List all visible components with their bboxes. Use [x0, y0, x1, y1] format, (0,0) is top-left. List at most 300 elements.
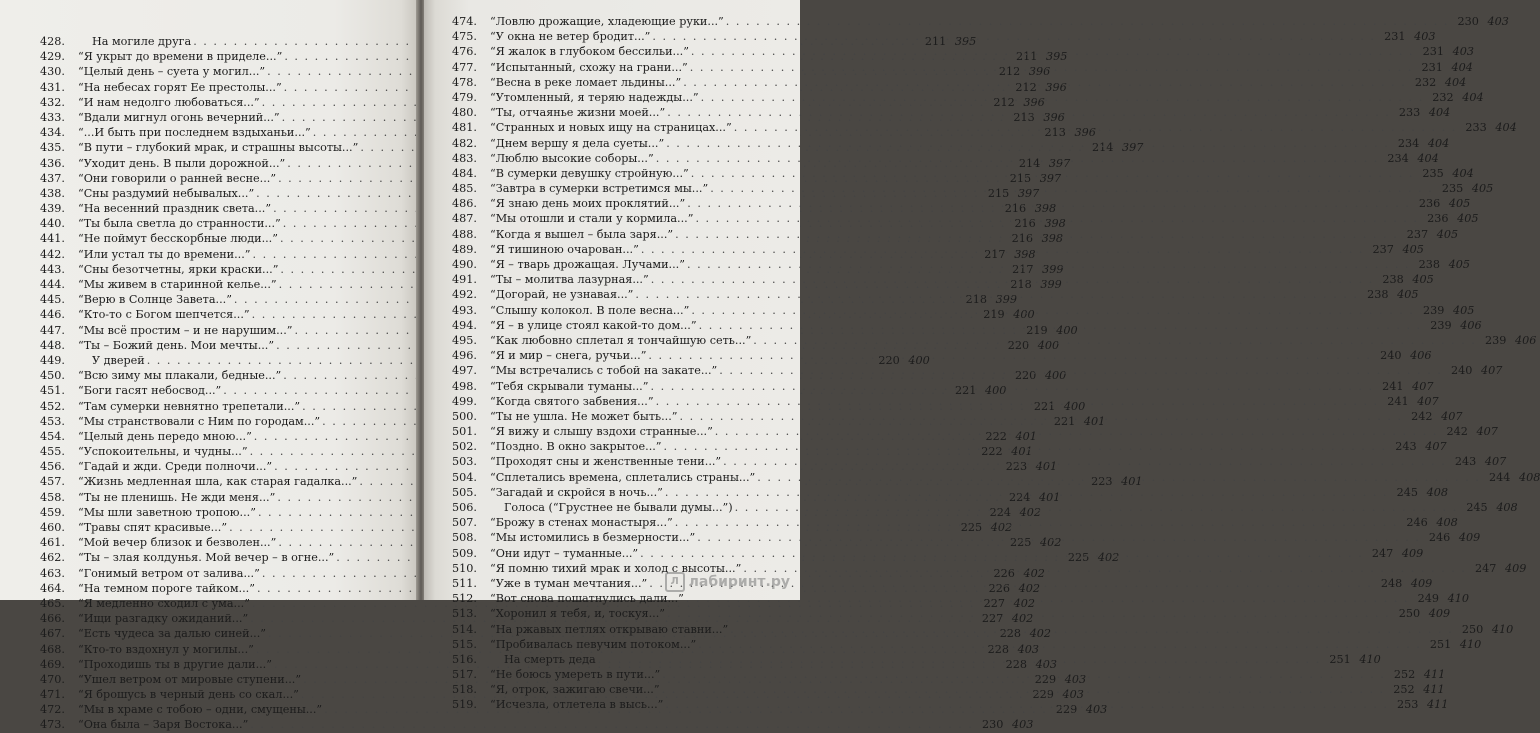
entry-notes-page: 404: [1451, 60, 1473, 74]
entry-title: “Я вижу и слышу вздохи странные...”: [490, 425, 713, 439]
entry-notes-page: 401: [1035, 460, 1058, 474]
entry-title: “Успокоительны, и чудны...”: [78, 445, 248, 459]
entry-number: 432.: [40, 95, 65, 109]
entry-page: 220: [878, 353, 900, 367]
entry-notes-page: 400: [1056, 323, 1078, 337]
entry-page: 237: [1372, 242, 1394, 256]
entry-notes-page: 404: [1462, 90, 1484, 104]
dot-leader: [715, 424, 1438, 439]
entry-page: 245: [1466, 501, 1488, 514]
dot-leader: [734, 120, 1457, 135]
entry-page: 228: [987, 642, 1009, 656]
entry-page: 213: [1044, 126, 1066, 140]
entry-notes-page: 400: [1013, 308, 1035, 322]
entry-title: “Проходят сны и женственные тени...”: [490, 455, 722, 469]
entry-title: “Когда святого забвения...”: [490, 394, 654, 408]
entry-notes-page: 402: [1029, 627, 1052, 641]
entry-title: “Как любовно сплетал я тончайшую сеть...”: [490, 333, 752, 347]
entry-notes-page: 395: [1046, 50, 1068, 64]
entry-title: “Люблю высокие соборы...”: [490, 151, 654, 165]
entry-title: “Ты, отчаянье жизни моей...”: [490, 106, 666, 120]
entry-title: “Весна в реке ломает льдины...”: [490, 75, 682, 89]
entry-notes-page: 401: [1011, 445, 1033, 459]
entry-page: 230: [1457, 15, 1479, 28]
dot-leader: [698, 637, 1421, 652]
dot-leader: [743, 561, 1466, 576]
entry-notes-page: 403: [1012, 718, 1034, 732]
dot-leader: [726, 14, 1449, 29]
entry-page: 215: [1009, 171, 1032, 185]
entry-page: 227: [981, 612, 1004, 626]
dot-leader: [699, 318, 1422, 333]
entry-number: 445.: [40, 293, 65, 307]
entry-notes-page: 403: [1062, 688, 1084, 702]
entry-notes-page: 395: [954, 35, 977, 48]
entry-number: 492.: [452, 288, 477, 302]
entry-page: 218: [965, 293, 987, 307]
entry-number: 511.: [452, 576, 477, 590]
dot-leader: [691, 303, 1414, 318]
entry-notes-page: 409: [1401, 546, 1424, 560]
entry-title: “Гадай и жди. Среди полночи...”: [78, 460, 273, 474]
entry-number: 452.: [40, 399, 65, 413]
entry-notes-page: 397: [1122, 141, 1144, 155]
entry-page: 232: [1414, 75, 1437, 89]
entry-page: 246: [1428, 531, 1451, 545]
entry-notes-page: 404: [1495, 121, 1517, 135]
entry-page: 231: [1421, 60, 1443, 74]
dot-leader: [687, 257, 1410, 272]
entry-number: 485.: [452, 182, 477, 196]
entry-title: “Вдали мигнул огонь вечерний...”: [78, 110, 280, 124]
entry-page: 212: [1015, 80, 1037, 94]
entry-notes-page: 399: [1042, 262, 1064, 276]
entry-page: 253: [1397, 698, 1419, 712]
entry-page: 228: [999, 627, 1022, 641]
entry-number: 436.: [40, 156, 65, 170]
entry-title: “В пути – глубокий мрак, и страшны высоты...”: [78, 141, 359, 155]
entry-title: На могиле друга: [92, 35, 192, 48]
entry-title: “Мы всё простим – и не нарушим...”: [78, 323, 293, 337]
dot-leader: [656, 151, 1379, 166]
entry-title: “Поздно. В окно закрытое...”: [490, 440, 662, 454]
entry-number: 456.: [40, 460, 65, 474]
dot-leader: [675, 227, 1398, 242]
entry-title: “Мой вечер близок и безволен...”: [78, 536, 277, 550]
entry-notes-page: 409: [1458, 531, 1481, 545]
entry-notes-page: 410: [1491, 622, 1514, 636]
entry-notes-page: 403: [1487, 15, 1509, 28]
entry-notes-page: 404: [1444, 75, 1467, 89]
entry-notes-page: 404: [1428, 106, 1451, 120]
entry-title: “Я жалок в глубоком бессильи...”: [490, 45, 689, 59]
entry-notes-page: 406: [1460, 318, 1482, 332]
entry-page: 229: [1055, 703, 1078, 717]
entry-number: 459.: [40, 505, 65, 519]
entry-page: 249: [1417, 592, 1439, 606]
entry-number: 443.: [40, 262, 65, 276]
entry-number: 462.: [40, 551, 65, 565]
entry-number: 474.: [452, 15, 477, 28]
toc-entry: [452, 14, 1509, 29]
entry-notes-page: 403: [1017, 642, 1039, 656]
entry-title: “Пробивалась певучим потоком...”: [490, 637, 697, 651]
entry-notes-page: 404: [1417, 151, 1439, 165]
entry-notes-page: 408: [1436, 516, 1458, 530]
dot-leader: [667, 105, 1390, 120]
entry-notes-page: 397: [1048, 156, 1071, 170]
entry-notes-page: 396: [1028, 65, 1051, 79]
entry-number: 501.: [452, 425, 477, 439]
entry-number: 490.: [452, 258, 477, 271]
entry-notes-page: 396: [1043, 110, 1065, 124]
dot-leader: [666, 136, 1389, 151]
entry-number: 449.: [40, 353, 65, 367]
entry-number: 510.: [452, 561, 477, 575]
entry-page: 235: [1422, 166, 1444, 180]
entry-page: 245: [1396, 485, 1418, 499]
entry-number: 503.: [452, 455, 477, 469]
entry-page: 224: [1009, 490, 1031, 504]
entry-notes-page: 402: [1023, 566, 1045, 580]
entry-notes-page: 400: [1037, 338, 1060, 352]
entry-number: 453.: [40, 414, 65, 428]
entry-number: 512.: [452, 592, 477, 606]
entry-title: “Я укрыт до времени в приделе...”: [78, 50, 283, 64]
dot-leader: [683, 75, 1406, 90]
toc-entry: [40, 717, 1034, 732]
entry-page: 247: [1475, 561, 1497, 575]
entry-notes-page: 400: [908, 353, 930, 367]
entry-number: 437.: [40, 171, 65, 185]
dot-leader: [687, 196, 1410, 211]
entry-title: “Тебя скрывали туманы...”: [490, 379, 649, 393]
entry-notes-page: 407: [1476, 425, 1498, 439]
entry-title: “Я помню тихий мрак и холод с высоты...”: [490, 561, 742, 575]
entry-title: “Странных и новых ищу на страницах...”: [490, 121, 732, 135]
entry-number: 466.: [40, 612, 65, 626]
entry-number: 441.: [40, 232, 65, 246]
entry-page: 237: [1406, 227, 1429, 241]
entry-notes-page: 405: [1436, 227, 1459, 241]
entry-title: “Ищи разгадку ожиданий...”: [78, 612, 249, 626]
entry-notes-page: 396: [1023, 95, 1045, 109]
entry-title: “Не боюсь умереть в пути...”: [490, 668, 661, 682]
entry-page: 240: [1450, 364, 1473, 378]
entry-title: “Она была – Заря Востока...”: [78, 718, 249, 732]
entry-number: 438.: [40, 186, 65, 200]
dot-leader: [695, 211, 1418, 226]
entry-notes-page: 402: [1011, 612, 1034, 626]
entry-title: “Жизнь медленная шла, как старая гадалка...”: [78, 475, 358, 489]
entry-notes-page: 407: [1412, 379, 1434, 393]
entry-page: 251: [1329, 652, 1351, 666]
entry-number: 487.: [452, 212, 477, 226]
entry-title: “Я медленно сходил с ума...”: [78, 596, 250, 610]
entry-page: 230: [982, 718, 1004, 732]
entry-title: “Ты – злая колдунья. Мой вечер – в огне...”: [78, 551, 335, 565]
entry-page: 234: [1397, 136, 1420, 150]
entry-page: 233: [1398, 106, 1421, 120]
entry-number: 479.: [452, 90, 477, 104]
dot-leader: [665, 697, 1388, 712]
entry-notes-page: 407: [1484, 455, 1507, 469]
entry-title: “Утомленный, я теряю надежды...”: [490, 90, 699, 104]
entry-notes-page: 408: [1496, 501, 1518, 514]
entry-number: 442.: [40, 247, 65, 261]
entry-notes-page: 403: [1064, 672, 1087, 686]
entry-notes-page: 405: [1397, 288, 1419, 302]
entry-number: 495.: [452, 333, 477, 347]
dot-leader: [757, 470, 1480, 485]
entry-page: 244: [1488, 470, 1511, 484]
entry-title: “Кто-то вздохнул у могилы...”: [78, 642, 254, 656]
entry-page: 212: [998, 65, 1021, 79]
entry-page: 252: [1393, 668, 1416, 682]
entry-title: “Они идут – туманные...”: [490, 546, 639, 560]
entry-page: 211: [1016, 50, 1038, 64]
entry-notes-page: 403: [1414, 30, 1436, 44]
entry-page: 214: [1018, 156, 1041, 170]
entry-notes-page: 403: [1452, 45, 1474, 59]
entry-page: 247: [1371, 546, 1394, 560]
entry-number: 450.: [40, 369, 65, 383]
entry-title: “Брожу в стенах монастыря...”: [490, 516, 673, 530]
entry-title: “Загадай и скройся в ночь...”: [490, 485, 663, 499]
entry-number: 439.: [40, 202, 65, 216]
entry-notes-page: 409: [1505, 561, 1527, 575]
entry-page: 241: [1382, 379, 1404, 393]
entry-number: 460.: [40, 521, 65, 534]
entry-page: 225: [1010, 536, 1032, 550]
watermark: [665, 572, 790, 592]
entry-page: 219: [983, 308, 1005, 322]
entry-notes-page: 403: [1085, 703, 1108, 717]
dot-leader: [665, 485, 1388, 500]
entry-number: 481.: [452, 121, 477, 135]
entry-notes-page: 398: [1044, 217, 1066, 231]
dot-leader: [650, 379, 1373, 394]
entry-number: 473.: [40, 718, 65, 732]
dot-leader: [250, 717, 973, 732]
entry-page: 250: [1398, 607, 1421, 621]
entry-page: 227: [983, 596, 1005, 610]
entry-number: 468.: [40, 642, 65, 656]
entry-number: 433.: [40, 110, 65, 124]
entry-number: 491.: [452, 273, 477, 287]
entry-notes-page: 401: [1121, 475, 1143, 489]
dot-leader: [667, 606, 1390, 621]
entry-title: “Я – тварь дрожащая. Лучами...”: [490, 258, 685, 271]
entry-page: 239: [1423, 303, 1445, 317]
entry-title: На смерть деда: [504, 652, 596, 666]
entry-title: “На весенний праздник света...”: [78, 202, 272, 216]
entry-page: 229: [1034, 672, 1057, 686]
entry-number: 448.: [40, 338, 65, 352]
entry-number: 513.: [452, 607, 477, 621]
entry-notes-page: 402: [1019, 505, 1041, 519]
entry-title: “Я брошусь в черный день со скал...”: [78, 688, 299, 702]
entry-title: “Мы истомились в безмерности...”: [490, 531, 696, 545]
entry-page: 231: [1422, 45, 1444, 59]
entry-number: 507.: [452, 516, 477, 530]
entry-page: 239: [1430, 318, 1452, 332]
entry-notes-page: 403: [1035, 657, 1057, 671]
entry-number: 486.: [452, 197, 477, 211]
entry-title: “Мы живем в старинной келье...”: [78, 278, 277, 291]
entry-page: 252: [1393, 683, 1415, 697]
entry-page: 234: [1387, 151, 1409, 165]
entry-title: “...И быть при последнем вздыханьи...”: [78, 126, 311, 140]
entry-page: 225: [1067, 551, 1090, 565]
dot-leader: [656, 394, 1379, 409]
entry-title: “Я знаю день моих проклятий...”: [490, 197, 686, 211]
entry-number: 461.: [40, 536, 65, 550]
entry-page: 221: [1033, 399, 1056, 413]
entry-number: 504.: [452, 470, 477, 484]
entry-notes-page: 405: [1453, 303, 1475, 317]
entry-number: 519.: [452, 698, 477, 712]
entry-page: 220: [1007, 338, 1030, 352]
entry-page: 212: [993, 95, 1015, 109]
entry-page: 226: [993, 566, 1015, 580]
entry-notes-page: 406: [1410, 349, 1432, 363]
entry-number: 475.: [452, 30, 477, 44]
dot-leader: [686, 591, 1409, 606]
entry-notes-page: 410: [1447, 592, 1469, 606]
dot-leader: [691, 44, 1414, 59]
entry-page: 240: [1380, 349, 1402, 363]
entry-title: “Ты – молитва лазурная...”: [490, 273, 649, 287]
dot-leader: [662, 667, 1385, 682]
entry-title: “Испытанный, схожу на грани...”: [490, 60, 688, 74]
dot-leader: [652, 29, 1375, 44]
entry-page: 242: [1446, 425, 1468, 439]
entry-title: “Травы спят красивые...”: [78, 521, 228, 534]
entry-notes-page: 405: [1448, 258, 1470, 271]
entry-page: 214: [1092, 141, 1114, 155]
entry-number: 518.: [452, 683, 477, 697]
entry-page: 216: [1014, 217, 1036, 231]
entry-notes-page: 398: [1014, 247, 1036, 261]
entry-number: 498.: [452, 379, 477, 393]
entry-title: Голоса (“Грустнее не бывали думы...”): [504, 501, 733, 514]
entry-notes-page: 405: [1412, 273, 1434, 287]
dot-leader: [723, 454, 1446, 469]
dot-leader: [697, 530, 1420, 545]
dot-leader: [735, 500, 1458, 515]
entry-page: 216: [1004, 202, 1027, 216]
entry-notes-page: 408: [1426, 485, 1448, 499]
entry-number: 440.: [40, 217, 65, 231]
entry-page: 232: [1432, 90, 1454, 104]
entry-notes-page: 411: [1423, 683, 1445, 697]
entry-number: 482.: [452, 136, 477, 150]
entry-number: 514.: [452, 622, 477, 636]
entry-notes-page: 398: [1041, 232, 1064, 246]
entry-title: “И нам недолго любоваться...”: [78, 95, 260, 109]
entry-title: “Хоронил я тебя, и, тоскуя...”: [490, 607, 666, 621]
entry-notes-page: 406: [1514, 333, 1537, 347]
entry-number: 463.: [40, 566, 65, 580]
entry-page: 250: [1461, 622, 1484, 636]
entry-page: 228: [1005, 657, 1027, 671]
entry-page: 231: [1384, 30, 1406, 44]
entry-number: 484.: [452, 166, 477, 180]
entry-number: 467.: [40, 627, 65, 641]
entry-page: 236: [1427, 212, 1449, 226]
entry-notes-page: 396: [1045, 80, 1067, 94]
dot-leader: [701, 90, 1424, 105]
entry-notes-page: 400: [1063, 399, 1086, 413]
entry-title: “Целый день – суета у могил...”: [78, 65, 266, 79]
entry-notes-page: 399: [1040, 278, 1062, 291]
entry-number: 509.: [452, 546, 477, 560]
entry-number: 483.: [452, 151, 477, 165]
entry-number: 444.: [40, 278, 65, 291]
entry-page: 223: [1091, 475, 1113, 489]
entry-title: “Мы странствовали с Ним по городам...”: [78, 414, 321, 428]
entry-title: “На небесах горят Ее престолы...”: [78, 80, 282, 94]
entry-number: 454.: [40, 429, 65, 443]
entry-notes-page: 398: [1034, 202, 1057, 216]
entry-number: 506.: [452, 501, 477, 514]
entry-page: 238: [1418, 258, 1440, 271]
entry-title: “Верю в Солнце Завета...”: [78, 293, 232, 307]
dot-leader: [675, 515, 1398, 530]
entry-number: 494.: [452, 318, 477, 332]
entry-page: 223: [1005, 460, 1028, 474]
entry-notes-page: 404: [1452, 166, 1474, 180]
entry-number: 470.: [40, 672, 65, 686]
entry-number: 430.: [40, 65, 65, 79]
entry-number: 480.: [452, 106, 477, 120]
entry-number: 477.: [452, 60, 477, 74]
entry-notes-page: 405: [1471, 182, 1494, 196]
watermark-text: лабиринт.ру: [688, 574, 790, 590]
entry-title: “На ржавых петлях открываю ставни...”: [490, 622, 729, 636]
entry-title: “Там сумерки невнятно трепетали...”: [78, 399, 301, 413]
entry-number: 478.: [452, 75, 477, 89]
entry-title: “Есть чудеса за далью синей...”: [78, 627, 266, 641]
entry-title: “Когда я вышел – была заря...”: [490, 227, 674, 241]
entry-page: 221: [954, 384, 977, 398]
entry-notes-page: 400: [1044, 369, 1067, 383]
entry-number: 489.: [452, 242, 477, 256]
entry-page: 233: [1465, 121, 1487, 135]
entry-title: “Гонимый ветром от залива...”: [78, 566, 260, 580]
dot-leader: [690, 60, 1413, 75]
entry-number: 516.: [452, 652, 477, 666]
dot-leader: [664, 439, 1387, 454]
entry-page: 213: [1013, 110, 1035, 124]
dot-leader: [635, 287, 1358, 302]
entry-page: 251: [1429, 637, 1452, 651]
entry-title: “Сплетались времена, сплетались страны...”: [490, 470, 756, 484]
entry-title: “Вот снова пошатнулись дали...”: [490, 592, 684, 606]
entry-number: 472.: [40, 703, 65, 717]
entry-notes-page: 396: [1074, 126, 1096, 140]
entry-title: “На темном пороге тайком...”: [78, 581, 255, 595]
entry-number: 434.: [40, 126, 65, 140]
entry-number: 431.: [40, 80, 65, 94]
entry-title: “Завтра в сумерки встретимся мы...”: [490, 182, 709, 196]
dot-leader: [753, 333, 1476, 348]
entry-page: 226: [988, 581, 1010, 595]
entry-title: “Уже в туман мечтания...”: [490, 576, 648, 590]
entry-page: 242: [1411, 409, 1433, 423]
entry-number: 457.: [40, 475, 65, 489]
